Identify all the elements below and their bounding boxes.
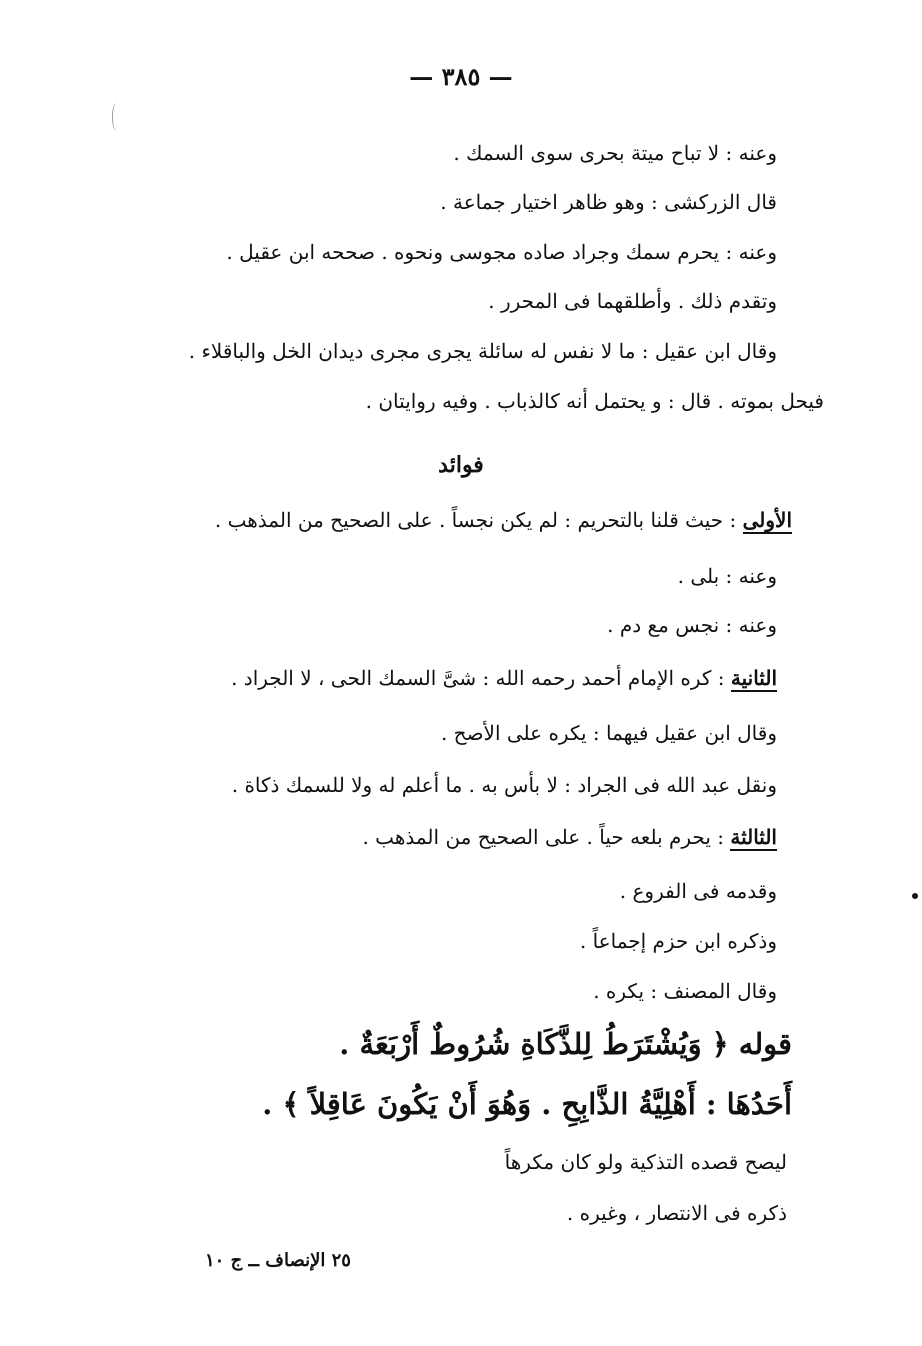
text-line-2: قال الزركشى : وهو ظاهر اختيار جماعة .	[440, 190, 777, 214]
margin-mark	[112, 103, 121, 131]
note-lead-first: الأولى	[742, 508, 792, 532]
page-number: — ٣٨٥ —	[409, 62, 513, 91]
text-line-3: وعنه : يحرم سمك وجراد صاده مجوسى ونحوه . صححه ابن عقيل .	[226, 240, 777, 264]
footer-signature: ٢٥ الإنصاف ــ ج ١٠	[205, 1250, 351, 1271]
text-line-after-quote-2: ذكره فى الانتصار ، وغيره .	[566, 1201, 787, 1225]
quote-line-2: أَحَدُهَا : أَهْلِيَّةُ الذَّابِحِ . وَهُوَ أَنْ يَكُونَ عَاقِلاً ﴾ .	[262, 1087, 792, 1121]
text-line-6: فيحل بموته . قال : و يحتمل أنه كالذباب . وفيه روايتان .	[365, 389, 824, 413]
note-line-2: وعنه : بلى .	[677, 564, 777, 588]
text-line-4: وتقدم ذلك . وأطلقهما فى المحرر .	[488, 289, 777, 313]
note-line-7	[362, 822, 777, 852]
note-line-8: وقدمه فى الفروع .	[619, 879, 777, 903]
section-heading: فوائد	[438, 452, 484, 478]
note-lead-third: الثالثة	[730, 825, 777, 849]
note-line-4	[231, 663, 777, 693]
text-line-5: وقال ابن عقيل : ما لا نفس له سائلة يجرى مجرى ديدان الخل والباقلاء .	[188, 339, 777, 363]
note-line-1	[215, 505, 792, 535]
note-line-3: وعنه : نجس مع دم .	[607, 613, 777, 637]
text-line-after-quote-1: ليصح قصده التذكية ولو كان مكرهاً	[504, 1150, 787, 1174]
note-text-third: : يحرم بلعه حياً . على الصحيح من المذهب .	[362, 825, 731, 849]
note-line-5: وقال ابن عقيل فيهما : يكره على الأصح .	[440, 721, 777, 745]
note-line-10: وقال المصنف : يكره .	[593, 979, 777, 1003]
quote-line-1: قوله ﴿ وَيُشْتَرَطُ لِلذَّكَاةِ شُرُوطٌ أَرْبَعَةٌ .	[339, 1027, 792, 1061]
note-line-9: وذكره ابن حزم إجماعاً .	[579, 929, 777, 953]
text-line-1: وعنه : لا تباح ميتة بحرى سوى السمك .	[453, 141, 777, 165]
note-text-second: : كره الإمام أحمد رحمه الله : شىَّ السمك الحى ، لا الجراد .	[231, 666, 731, 690]
margin-dot	[912, 893, 918, 899]
note-line-6: ونقل عبد الله فى الجراد : لا بأس به . ما أعلم له ولا للسمك ذكاة .	[231, 773, 777, 797]
note-text-first: : حيث قلنا بالتحريم : لم يكن نجساً . على الصحيح من المذهب .	[214, 508, 743, 532]
note-lead-second: الثانية	[730, 666, 777, 690]
